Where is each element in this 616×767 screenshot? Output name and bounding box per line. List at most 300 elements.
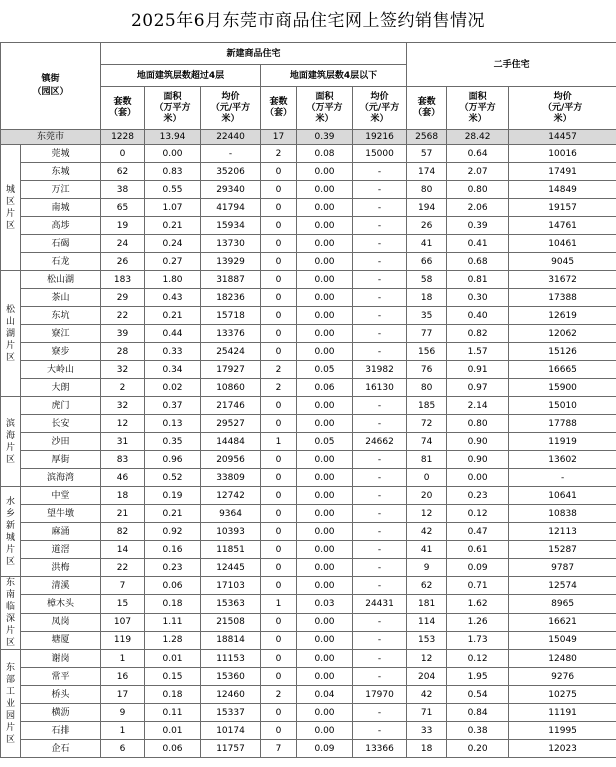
table-cell: 80 xyxy=(407,379,447,397)
table-row xyxy=(1,505,616,523)
region-label: 东南临深片区 xyxy=(1,577,21,650)
table-cell: 24662 xyxy=(353,433,407,451)
table-cell: 0.08 xyxy=(297,145,353,163)
table-cell: 0.35 xyxy=(145,433,201,451)
header-below-4-floors: 地面建筑层数4层以下 xyxy=(261,65,407,87)
table-cell: - xyxy=(353,163,407,181)
table-row xyxy=(1,650,616,668)
table-cell: - xyxy=(353,650,407,668)
table-row xyxy=(1,577,616,595)
table-cell: 10016 xyxy=(509,145,616,163)
table-cell: - xyxy=(353,469,407,487)
table-cell: 16621 xyxy=(509,613,616,631)
table-cell: 0 xyxy=(261,217,297,235)
table-cell: 0.06 xyxy=(297,379,353,397)
table-cell: 16665 xyxy=(509,361,616,379)
table-cell: 77 xyxy=(407,325,447,343)
table-cell: 0.06 xyxy=(145,577,201,595)
table-cell: 12062 xyxy=(509,325,616,343)
table-cell: 33809 xyxy=(201,469,261,487)
table-cell: 119 xyxy=(101,631,145,649)
town-name: 松山湖 xyxy=(21,271,101,289)
col-header-price: 均价 （元/平方 米） xyxy=(509,87,616,130)
table-cell: 204 xyxy=(407,668,447,686)
table-cell: 2 xyxy=(101,379,145,397)
table-row xyxy=(1,415,616,433)
table-cell: 0 xyxy=(261,469,297,487)
table-cell: 0 xyxy=(261,722,297,740)
town-name: 滨海湾 xyxy=(21,469,101,487)
table-cell: 12480 xyxy=(509,650,616,668)
table-cell: 62 xyxy=(407,577,447,595)
table-cell: 0.37 xyxy=(145,397,201,415)
table-cell: 2 xyxy=(261,145,297,163)
table-cell: 80 xyxy=(407,181,447,199)
table-row xyxy=(1,325,616,343)
table-cell: 0.00 xyxy=(297,487,353,505)
table-cell: 0.54 xyxy=(447,686,509,704)
table-cell: 42 xyxy=(407,523,447,541)
table-row xyxy=(1,181,616,199)
table-cell: 10275 xyxy=(509,686,616,704)
table-cell: 1.73 xyxy=(447,631,509,649)
town-name: 大岭山 xyxy=(21,361,101,379)
table-cell: 35 xyxy=(407,307,447,325)
table-cell: 0.97 xyxy=(447,379,509,397)
table-cell: 0.00 xyxy=(297,469,353,487)
table-row xyxy=(1,469,616,487)
table-cell: 1.07 xyxy=(145,199,201,217)
table-cell: 15126 xyxy=(509,343,616,361)
table-cell: - xyxy=(353,397,407,415)
table-cell: 57 xyxy=(407,145,447,163)
table-cell: - xyxy=(353,613,407,631)
table-cell: - xyxy=(353,325,407,343)
table-cell: 0.00 xyxy=(297,271,353,289)
total-cell: 1228 xyxy=(101,130,145,145)
total-row xyxy=(1,130,616,145)
table-cell: - xyxy=(353,631,407,649)
table-cell: 0.40 xyxy=(447,307,509,325)
table-cell: 0.00 xyxy=(297,577,353,595)
town-name: 麻涌 xyxy=(21,523,101,541)
town-name: 企石 xyxy=(21,740,101,758)
table-row xyxy=(1,541,616,559)
total-cell: 13.94 xyxy=(145,130,201,145)
table-cell: 9364 xyxy=(201,505,261,523)
table-cell: 1 xyxy=(101,722,145,740)
table-cell: 18 xyxy=(101,487,145,505)
table-row xyxy=(1,397,616,415)
table-cell: - xyxy=(353,559,407,577)
table-cell: 31982 xyxy=(353,361,407,379)
table-cell: 35206 xyxy=(201,163,261,181)
table-cell: 38 xyxy=(101,181,145,199)
table-cell: 65 xyxy=(101,199,145,217)
table-cell: 0.00 xyxy=(297,217,353,235)
header-new-housing: 新建商品住宅 xyxy=(101,43,407,65)
table-cell: 0.00 xyxy=(297,722,353,740)
table-cell: 0.00 xyxy=(297,559,353,577)
table-cell: 0.19 xyxy=(145,487,201,505)
table-cell: 0.82 xyxy=(447,325,509,343)
table-cell: 20956 xyxy=(201,451,261,469)
table-cell: 8965 xyxy=(509,595,616,613)
table-cell: 0.23 xyxy=(447,487,509,505)
table-cell: 2 xyxy=(261,361,297,379)
table-cell: 17927 xyxy=(201,361,261,379)
total-cell: 28.42 xyxy=(447,130,509,145)
table-cell: 10393 xyxy=(201,523,261,541)
table-cell: 0.52 xyxy=(145,469,201,487)
header-second-hand: 二手住宅 xyxy=(407,43,616,87)
town-name: 横沥 xyxy=(21,704,101,722)
table-cell: 15287 xyxy=(509,541,616,559)
total-cell: 22440 xyxy=(201,130,261,145)
table-cell: 153 xyxy=(407,631,447,649)
town-name: 桥头 xyxy=(21,686,101,704)
table-row xyxy=(1,595,616,613)
table-cell: 0.96 xyxy=(145,451,201,469)
table-cell: 114 xyxy=(407,613,447,631)
table-cell: 0.83 xyxy=(145,163,201,181)
table-cell: 21508 xyxy=(201,613,261,631)
table-cell: - xyxy=(353,577,407,595)
table-row xyxy=(1,668,616,686)
table-cell: 15934 xyxy=(201,217,261,235)
table-row xyxy=(1,217,616,235)
town-name: 道滘 xyxy=(21,541,101,559)
table-cell: 15000 xyxy=(353,145,407,163)
table-cell: 31887 xyxy=(201,271,261,289)
total-cell: 2568 xyxy=(407,130,447,145)
table-cell: 81 xyxy=(407,451,447,469)
col-header-units: 套数 （套） xyxy=(261,87,297,130)
table-cell: 10461 xyxy=(509,235,616,253)
table-cell: 33 xyxy=(407,722,447,740)
table-cell: 0.00 xyxy=(145,145,201,163)
table-cell: 0.80 xyxy=(447,415,509,433)
table-cell: 0 xyxy=(261,253,297,271)
table-cell: 0 xyxy=(407,469,447,487)
table-cell: 12619 xyxy=(509,307,616,325)
table-cell: 0 xyxy=(261,397,297,415)
table-cell: 0.00 xyxy=(297,505,353,523)
table-row xyxy=(1,199,616,217)
table-cell: 0.05 xyxy=(297,433,353,451)
town-name: 樟木头 xyxy=(21,595,101,613)
table-cell: 185 xyxy=(407,397,447,415)
table-cell: 16 xyxy=(101,668,145,686)
table-cell: 11995 xyxy=(509,722,616,740)
table-cell: 22 xyxy=(101,559,145,577)
town-name: 厚街 xyxy=(21,451,101,469)
table-cell: 15360 xyxy=(201,668,261,686)
table-cell: 1.62 xyxy=(447,595,509,613)
town-name: 常平 xyxy=(21,668,101,686)
table-cell: 14484 xyxy=(201,433,261,451)
table-cell: 0.12 xyxy=(447,505,509,523)
table-cell: 1.28 xyxy=(145,631,201,649)
table-cell: 12113 xyxy=(509,523,616,541)
table-cell: 0.01 xyxy=(145,650,201,668)
table-cell: 17788 xyxy=(509,415,616,433)
table-cell: 0.92 xyxy=(145,523,201,541)
table-cell: 31 xyxy=(101,433,145,451)
table-cell: 0.00 xyxy=(297,541,353,559)
town-name: 虎门 xyxy=(21,397,101,415)
table-cell: 0 xyxy=(261,523,297,541)
table-cell: - xyxy=(353,451,407,469)
table-cell: 0 xyxy=(261,307,297,325)
table-body xyxy=(1,145,616,758)
table-cell: 29340 xyxy=(201,181,261,199)
table-cell: 12445 xyxy=(201,559,261,577)
table-cell: 46 xyxy=(101,469,145,487)
town-name: 东城 xyxy=(21,163,101,181)
table-cell: 18814 xyxy=(201,631,261,649)
table-cell: 0 xyxy=(261,487,297,505)
table-cell: 0.33 xyxy=(145,343,201,361)
table-cell: 12 xyxy=(407,650,447,668)
table-cell: 13730 xyxy=(201,235,261,253)
table-cell: 10838 xyxy=(509,505,616,523)
table-cell: 0.00 xyxy=(297,631,353,649)
table-cell: 0.55 xyxy=(145,181,201,199)
table-cell: 18 xyxy=(407,289,447,307)
table-cell: 11757 xyxy=(201,740,261,758)
table-cell: 0.84 xyxy=(447,704,509,722)
table-row xyxy=(1,271,616,289)
table-row xyxy=(1,235,616,253)
table-cell: 1.57 xyxy=(447,343,509,361)
table-cell: 74 xyxy=(407,433,447,451)
table-cell: 15 xyxy=(101,595,145,613)
table-cell: 0.15 xyxy=(145,668,201,686)
table-cell: 26 xyxy=(407,217,447,235)
table-cell: 0.13 xyxy=(145,415,201,433)
table-cell: 71 xyxy=(407,704,447,722)
header-corner: 镇街 （园区） xyxy=(1,43,101,130)
town-name: 高埗 xyxy=(21,217,101,235)
table-cell: 0.81 xyxy=(447,271,509,289)
col-header-area: 面积 （万平方 米） xyxy=(145,87,201,130)
town-name: 东坑 xyxy=(21,307,101,325)
table-cell: 0.00 xyxy=(297,523,353,541)
table-cell: 62 xyxy=(101,163,145,181)
table-cell: 0.00 xyxy=(297,397,353,415)
town-name: 寮江 xyxy=(21,325,101,343)
table-cell: 12574 xyxy=(509,577,616,595)
table-row xyxy=(1,704,616,722)
table-cell: 41 xyxy=(407,235,447,253)
table-cell: 0.21 xyxy=(145,217,201,235)
table-cell: 15718 xyxy=(201,307,261,325)
table-row xyxy=(1,559,616,577)
table-cell: 2.06 xyxy=(447,199,509,217)
table-cell: 0.44 xyxy=(145,325,201,343)
table-cell: 41 xyxy=(407,541,447,559)
table-cell: 17388 xyxy=(509,289,616,307)
sales-table xyxy=(0,42,616,758)
table-cell: 0.71 xyxy=(447,577,509,595)
town-name: 望牛墩 xyxy=(21,505,101,523)
table-cell: 0.16 xyxy=(145,541,201,559)
total-cell: 19216 xyxy=(353,130,407,145)
table-cell: - xyxy=(353,343,407,361)
table-row xyxy=(1,433,616,451)
town-name: 凤岗 xyxy=(21,613,101,631)
table-cell: - xyxy=(353,217,407,235)
table-cell: 183 xyxy=(101,271,145,289)
table-row xyxy=(1,740,616,758)
table-cell: 0.21 xyxy=(145,307,201,325)
table-cell: 19157 xyxy=(509,199,616,217)
table-cell: - xyxy=(353,668,407,686)
col-header-units: 套数 （套） xyxy=(101,87,145,130)
header-above-4-floors: 地面建筑层数超过4层 xyxy=(101,65,261,87)
table-cell: 0 xyxy=(261,541,297,559)
table-cell: 13929 xyxy=(201,253,261,271)
table-cell: 0.00 xyxy=(297,163,353,181)
table-cell: 20 xyxy=(407,487,447,505)
town-name: 南城 xyxy=(21,199,101,217)
town-name: 长安 xyxy=(21,415,101,433)
table-cell: 17 xyxy=(101,686,145,704)
table-cell: 194 xyxy=(407,199,447,217)
table-cell: 0.12 xyxy=(447,650,509,668)
table-cell: 21 xyxy=(101,505,145,523)
table-cell: 0.41 xyxy=(447,235,509,253)
table-cell: - xyxy=(353,415,407,433)
table-cell: 13366 xyxy=(353,740,407,758)
col-header-units: 套数 （套） xyxy=(407,87,447,130)
table-cell: 1.95 xyxy=(447,668,509,686)
table-cell: 0.00 xyxy=(297,668,353,686)
table-row xyxy=(1,686,616,704)
table-cell: 6 xyxy=(101,740,145,758)
table-cell: 2 xyxy=(261,686,297,704)
table-cell: - xyxy=(201,145,261,163)
table-cell: 0.02 xyxy=(145,379,201,397)
table-cell: 11191 xyxy=(509,704,616,722)
total-cell: 0.39 xyxy=(297,130,353,145)
town-name: 莞城 xyxy=(21,145,101,163)
table-cell: 0.04 xyxy=(297,686,353,704)
table-row xyxy=(1,451,616,469)
table-cell: 0 xyxy=(261,343,297,361)
table-cell: 21746 xyxy=(201,397,261,415)
table-cell: 7 xyxy=(101,577,145,595)
table-cell: 0.00 xyxy=(297,181,353,199)
table-cell: 0.61 xyxy=(447,541,509,559)
table-cell: - xyxy=(353,253,407,271)
table-cell: 32 xyxy=(101,397,145,415)
table-cell: - xyxy=(353,487,407,505)
town-name: 大朗 xyxy=(21,379,101,397)
table-cell: 10174 xyxy=(201,722,261,740)
table-cell: 2.07 xyxy=(447,163,509,181)
table-cell: 0 xyxy=(261,559,297,577)
table-cell: 14849 xyxy=(509,181,616,199)
table-row xyxy=(1,613,616,631)
table-cell: 83 xyxy=(101,451,145,469)
table-cell: 0 xyxy=(261,235,297,253)
table-cell: 76 xyxy=(407,361,447,379)
table-cell: 0.38 xyxy=(447,722,509,740)
table-cell: 17103 xyxy=(201,577,261,595)
table-cell: 12023 xyxy=(509,740,616,758)
table-cell: 11153 xyxy=(201,650,261,668)
table-cell: - xyxy=(353,307,407,325)
table-cell: 0.00 xyxy=(447,469,509,487)
table-cell: 17970 xyxy=(353,686,407,704)
table-cell: 0.05 xyxy=(297,361,353,379)
table-cell: 26 xyxy=(101,253,145,271)
town-name: 沙田 xyxy=(21,433,101,451)
table-cell: 0.00 xyxy=(297,650,353,668)
table-cell: 0 xyxy=(261,271,297,289)
table-cell: 32 xyxy=(101,361,145,379)
town-name: 石龙 xyxy=(21,253,101,271)
page-title: 2025年6月东莞市商品住宅网上签约销售情况 xyxy=(130,11,486,31)
table-cell: 42 xyxy=(407,686,447,704)
table-row xyxy=(1,722,616,740)
table-cell: 0.18 xyxy=(145,595,201,613)
table-cell: 0 xyxy=(261,631,297,649)
table-cell: 0.00 xyxy=(297,613,353,631)
table-cell: 107 xyxy=(101,613,145,631)
table-cell: 9 xyxy=(407,559,447,577)
table-cell: 1 xyxy=(261,433,297,451)
table-cell: 18236 xyxy=(201,289,261,307)
table-cell: 19 xyxy=(101,217,145,235)
table-cell: 0 xyxy=(261,577,297,595)
table-cell: 2.14 xyxy=(447,397,509,415)
table-cell: 11851 xyxy=(201,541,261,559)
table-cell: 66 xyxy=(407,253,447,271)
table-cell: 1 xyxy=(101,650,145,668)
table-cell: 0.06 xyxy=(145,740,201,758)
table-cell: 0.47 xyxy=(447,523,509,541)
table-cell: - xyxy=(353,181,407,199)
table-cell: 11919 xyxy=(509,433,616,451)
table-cell: 22 xyxy=(101,307,145,325)
table-row xyxy=(1,253,616,271)
table-cell: 16130 xyxy=(353,379,407,397)
town-name: 石排 xyxy=(21,722,101,740)
table-cell: 174 xyxy=(407,163,447,181)
town-name: 万江 xyxy=(21,181,101,199)
col-header-area: 面积 （万平方 米） xyxy=(447,87,509,130)
table-cell: 0.43 xyxy=(145,289,201,307)
table-cell: 7 xyxy=(261,740,297,758)
table-cell: 0.24 xyxy=(145,235,201,253)
table-cell: 82 xyxy=(101,523,145,541)
region-label: 东部工业园片区 xyxy=(1,650,21,758)
table-cell: 0.00 xyxy=(297,325,353,343)
table-cell: - xyxy=(353,523,407,541)
table-cell: 0 xyxy=(261,613,297,631)
table-cell: 15337 xyxy=(201,704,261,722)
table-row xyxy=(1,163,616,181)
table-row xyxy=(1,289,616,307)
table-row xyxy=(1,145,616,163)
table-cell: 9 xyxy=(101,704,145,722)
table-cell: 72 xyxy=(407,415,447,433)
region-label: 水乡新城片区 xyxy=(1,487,21,577)
table-cell: - xyxy=(353,505,407,523)
